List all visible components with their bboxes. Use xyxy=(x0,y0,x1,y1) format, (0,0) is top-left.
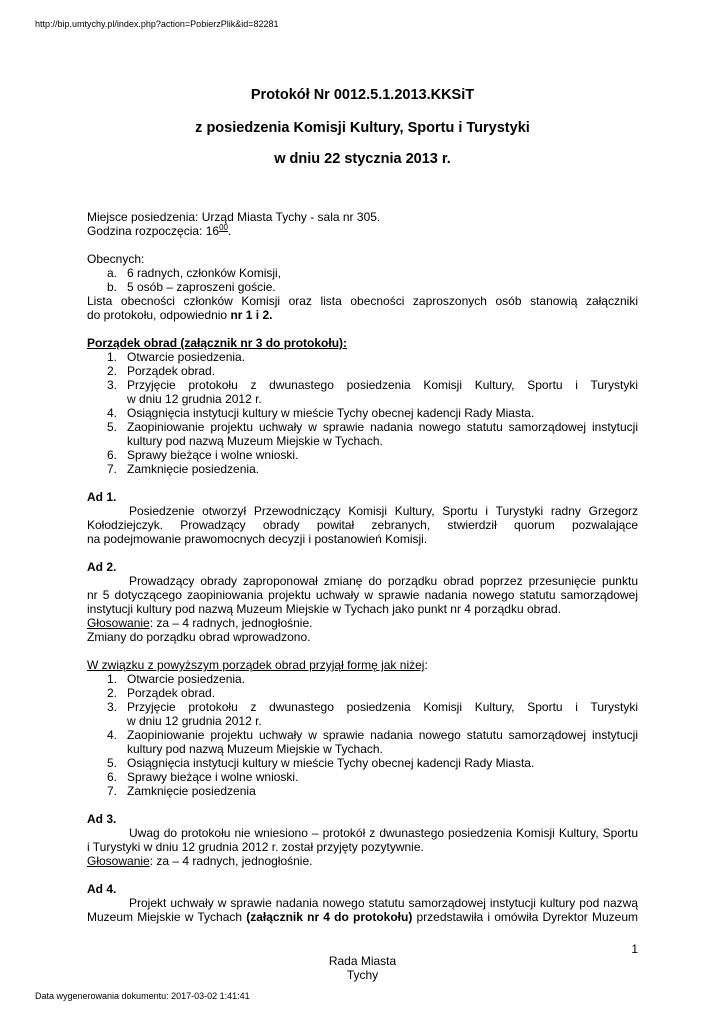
agenda-list xyxy=(87,350,638,476)
agenda-item-number: 7. xyxy=(107,462,118,476)
ad3-vote: Głosowanie: za – 4 radnych, jednogłośnie. xyxy=(87,854,313,868)
agenda-item-text: Zaopiniowanie projektu uchwały w sprawie nadania nowego statutu samorządowej instytucji xyxy=(127,420,638,434)
attendance-note-cont: do protokołu, odpowiednio nr 1 i 2. xyxy=(87,308,273,322)
generated-date: Data wygenerowania dokumentu: 2017-03-02 1:41:41 xyxy=(35,991,250,1001)
agenda-item xyxy=(87,364,638,378)
ad3-text: i Turystyki w dniu 12 grudnia 2012 r. został przyjęty pozytywnie. xyxy=(87,840,424,854)
start-minutes: 00 xyxy=(219,223,228,232)
agenda-item-text-cont: w dniu 12 grudnia 2012 r. xyxy=(127,392,262,406)
meeting-place: Miejsce posiedzenia: Urząd Miasta Tychy - sala nr 305. xyxy=(87,210,381,224)
agenda-item-text: Zamknięcie posiedzenia xyxy=(127,784,256,798)
agenda-item-text-cont: kultury pod nazwą Muzeum Miejskie w Tychach. xyxy=(127,434,383,448)
agenda-item-number: 5. xyxy=(107,420,118,434)
ad2-text: instytucji kultury pod nazwą Muzeum Miejskie w Tychach jako punkt nr 4 porządku obrad. xyxy=(87,602,562,616)
document-title: Protokół Nr 0012.5.1.2013.KKSiT xyxy=(250,87,475,103)
attendance-list xyxy=(87,266,638,294)
ad2-text: nr 5 dotyczącego zaopiniowania projektu uchwały w sprawie nadania nowego statutu samorządowej xyxy=(87,588,638,602)
agenda-item-text: Zaopiniowanie projektu uchwały w sprawie nadania nowego statutu samorządowej instytucji xyxy=(127,728,638,742)
attendance-item: b. 5 osób – zaproszeni goście. xyxy=(107,280,276,294)
agenda2-list xyxy=(87,672,638,798)
ad1-text: Posiedzenie otworzył Przewodniczący Komisji Kultury, Sportu i Turystyki radny Grzegorz xyxy=(129,504,638,518)
ad1-text: na podejmowanie prawomocnych decyzji i postanowień Komisji. xyxy=(87,532,428,546)
agenda-item-number: 4. xyxy=(107,406,118,420)
agenda-item xyxy=(87,770,638,784)
agenda-item-text: Przyjęcie protokołu z dwunastego posiedzenia Komisji Kultury, Sportu i Turystyki xyxy=(127,378,638,392)
agenda-item-number: 4. xyxy=(107,728,118,742)
ad3-text: Uwag do protokołu nie wniesiono – protokół z dwunastego posiedzenia Komisji Kultury, Sportu xyxy=(129,826,638,840)
ad3-heading: Ad 3. xyxy=(87,812,117,826)
attendance-note: Lista obecności członków Komisji oraz lista obecności zaproszonych osób stanowią załączniki xyxy=(87,294,638,308)
agenda-item-text-cont: w dniu 12 grudnia 2012 r. xyxy=(127,714,262,728)
agenda-item xyxy=(87,700,638,728)
agenda-item xyxy=(87,406,638,420)
agenda-item-text: Sprawy bieżące i wolne wnioski. xyxy=(127,448,299,462)
attendance-item: a. 6 radnych, członków Komisji, xyxy=(107,266,282,280)
agenda2-heading: W związku z powyższym porządek obrad przyjął formę jak niżej: xyxy=(87,658,428,672)
ad4-text: Muzeum Miejskie w Tychach (załącznik nr 4 do protokołu) przedstawiła i omówiła Dyrektor Muzeum xyxy=(87,910,638,924)
agenda-heading: Porządek obrad (załącznik nr 3 do protokołu): xyxy=(87,336,348,350)
agenda-item xyxy=(87,462,638,476)
page-number: 1 xyxy=(631,942,638,956)
agenda-item-text: Otwarcie posiedzenia. xyxy=(127,672,246,686)
agenda-item-text-cont: kultury pod nazwą Muzeum Miejskie w Tychach. xyxy=(127,742,383,756)
source-url: http://bip.umtychy.pl/index.php?action=PobierzPlik&id=82281 xyxy=(35,19,279,29)
agenda-item xyxy=(87,686,638,700)
ad2-vote: Głosowanie: za – 4 radnych, jednogłośnie. xyxy=(87,616,313,630)
ad1-text: Kołodziejczyk. Prowadzący obrady powitał zebranych, stwierdził quorum pozwalające xyxy=(87,518,638,532)
footer-org-line2: Tychy xyxy=(346,968,379,982)
agenda-item-number: 1. xyxy=(107,350,118,364)
agenda-item xyxy=(87,728,638,756)
agenda-item-text: Sprawy bieżące i wolne wnioski. xyxy=(127,770,299,784)
agenda-item xyxy=(87,350,638,364)
agenda-item-text: Otwarcie posiedzenia. xyxy=(127,350,246,364)
agenda-item-text: Porządek obrad. xyxy=(127,364,216,378)
ad2-changes: Zmiany do porządku obrad wprowadzono. xyxy=(87,630,311,644)
agenda-item-number: 2. xyxy=(107,686,118,700)
ad4-text: Projekt uchwały w sprawie nadania nowego statutu samorządowej instytucji kultury pod nazwą xyxy=(129,896,638,910)
agenda-item-text: Osiągnięcia instytucji kultury w mieście Tychy obecnej kadencji Rady Miasta. xyxy=(127,406,535,420)
agenda-item xyxy=(87,756,638,770)
ad4-heading: Ad 4. xyxy=(87,882,117,896)
document-body xyxy=(87,210,638,924)
agenda-item xyxy=(87,672,638,686)
agenda-item-text: Zamknięcie posiedzenia. xyxy=(127,462,260,476)
footer-org-line1: Rada Miasta xyxy=(328,954,397,968)
meeting-start: Godzina rozpoczęcia: $16^{00}$. xyxy=(87,223,232,238)
document-subtitle: z posiedzenia Komisji Kultury, Sportu i Turystyki xyxy=(195,120,530,136)
agenda-item-number: 6. xyxy=(107,770,118,784)
agenda-item-number: 7. xyxy=(107,784,118,798)
agenda-item-number: 3. xyxy=(107,700,118,714)
agenda-item xyxy=(87,784,638,798)
agenda-item-text: Osiągnięcia instytucji kultury w mieście Tychy obecnej kadencji Rady Miasta. xyxy=(127,756,535,770)
agenda-item-number: 6. xyxy=(107,448,118,462)
agenda-item-number: 2. xyxy=(107,364,118,378)
agenda-item xyxy=(87,420,638,448)
agenda-item xyxy=(87,378,638,406)
document-date: w dniu 22 stycznia 2013 r. xyxy=(274,151,451,167)
ad2-text: Prowadzący obrady zaproponował zmianę do porządku obrad poprzez przesunięcie punktu xyxy=(129,574,638,588)
ad2-heading: Ad 2. xyxy=(87,560,117,574)
ad1-heading: Ad 1. xyxy=(87,490,117,504)
agenda-item-text: Porządek obrad. xyxy=(127,686,216,700)
agenda-item-number: 5. xyxy=(107,756,118,770)
agenda-item-number: 1. xyxy=(107,672,118,686)
agenda-item-text: Przyjęcie protokołu z dwunastego posiedzenia Komisji Kultury, Sportu i Turystyki xyxy=(127,700,638,714)
agenda-item xyxy=(87,448,638,462)
agenda-item-number: 3. xyxy=(107,378,118,392)
attendance-label: Obecnych: xyxy=(87,252,145,266)
